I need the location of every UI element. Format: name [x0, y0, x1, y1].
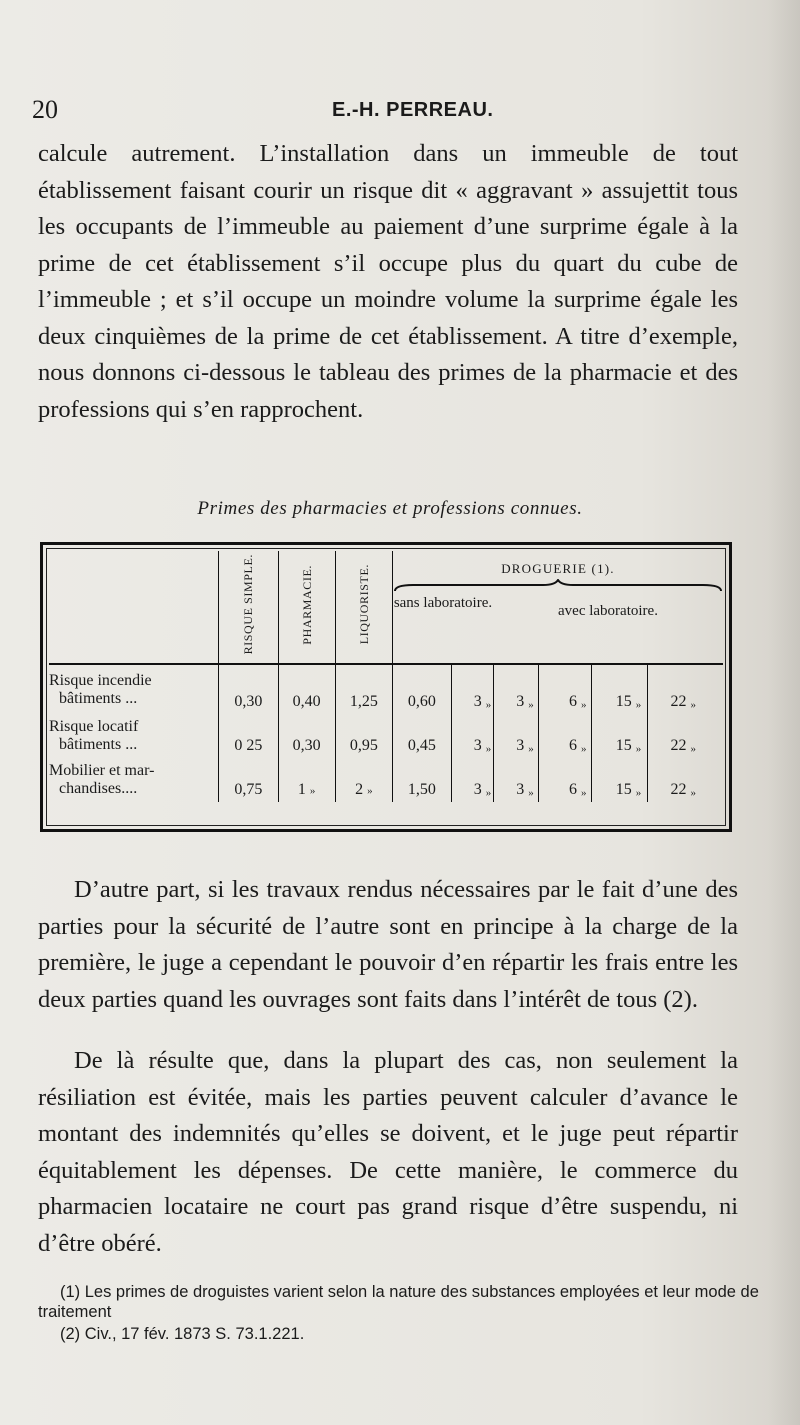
sub-label-sans: sans laboratoire. [393, 595, 493, 611]
table-row [49, 664, 723, 714]
grouping-brace-icon [393, 579, 723, 593]
cell-risque: 0 25 [219, 714, 278, 758]
cell-sans-a: 1,50 [392, 758, 451, 802]
cell-ditto: » [690, 743, 696, 755]
body-paragraph-3 [38, 1043, 738, 1262]
cell-ditto: » [485, 699, 492, 711]
table-caption: Primes des pharmacies et professions connues. [197, 498, 583, 519]
header-risque-simple [219, 551, 278, 664]
cell-liquoriste: 0,95 [335, 714, 392, 758]
cell-avec-4: 22 [648, 714, 689, 758]
row-label-line2: bâtiments ... [59, 736, 138, 753]
paragraph-text: De là résulte que, dans la plupart des cas, non seulement la résiliation est évitée, mais les parties peuvent calculer d’avance le montant des indemnités qu’elles se doivent, et le juge peut répartir équitablement les dépenses. De cette manière, le commerce du pharmacien locataire ne court pas grand risque d’être suspendu, ni d’être obéré. [38, 1047, 738, 1257]
page-header [32, 95, 732, 129]
cell-sans-a: 0,45 [392, 714, 451, 758]
premium-table [49, 551, 723, 802]
header-pharmacie-label: PHARMACIE. [299, 564, 314, 645]
droguerie-sub-labels [393, 595, 723, 620]
premium-table-frame [40, 542, 732, 832]
cell-ditto: » [635, 787, 642, 799]
cell-ditto: » [580, 787, 587, 799]
cell-ditto: » [528, 743, 534, 755]
cell-ditto: » [580, 743, 587, 755]
row-label-line1: Risque incendie [49, 671, 152, 689]
cell-liquoriste-value: 2 [355, 781, 364, 798]
cell-sans-b: 3 [451, 714, 483, 758]
header-risque-label: RISQUE SIMPLE. [241, 554, 256, 655]
cell-ditto: » [635, 699, 642, 711]
cell-avec-1: 3 [494, 758, 526, 802]
cell-sans-a: 0,60 [392, 664, 451, 714]
cell-avec-2: 6 [538, 714, 579, 758]
cell-avec-4: 22 [648, 664, 689, 714]
header-blank-cell [49, 551, 219, 664]
cell-ditto: » [528, 787, 534, 799]
table-row [49, 758, 723, 802]
body-paragraph-2 [38, 872, 738, 1018]
cell-sans-b: 3 [451, 664, 483, 714]
cell-ditto: » [485, 787, 492, 799]
row-label-line2: chandises.... [59, 780, 138, 797]
sub-label-avec: avec laboratoire. [558, 603, 658, 619]
running-title: E.-H. PERREAU. [332, 99, 494, 121]
cell-pharmacie: 0,30 [278, 714, 335, 758]
cell-ditto: » [367, 785, 373, 797]
cell-ditto: » [485, 743, 492, 755]
cell-ditto: » [580, 699, 587, 711]
row-label-line1: Mobilier et mar- [49, 762, 155, 779]
cell-avec-3: 15 [591, 758, 634, 802]
row-label-line2: bâtiments ... [59, 689, 138, 707]
row-label [49, 664, 219, 714]
cell-avec-4: 22 [648, 758, 689, 802]
row-label-line1: Risque locatif [49, 718, 139, 735]
header-pharmacie [278, 551, 335, 664]
droguerie-title: DROGUERIE (1). [501, 561, 615, 576]
cell-avec-2: 6 [538, 758, 579, 802]
cell-pharmacie [278, 758, 335, 802]
header-droguerie [392, 551, 723, 664]
cell-ditto: » [309, 785, 316, 797]
cell-ditto: » [690, 787, 696, 799]
row-label [49, 714, 219, 758]
cell-avec-3: 15 [591, 714, 634, 758]
cell-avec-1: 3 [494, 664, 526, 714]
cell-avec-2: 6 [538, 664, 579, 714]
cell-sans-b: 3 [451, 758, 483, 802]
cell-liquoriste [335, 758, 392, 802]
cell-risque: 0,30 [219, 664, 278, 714]
cell-avec-1: 3 [494, 714, 526, 758]
cell-pharmacie-value: 1 [297, 781, 306, 798]
cell-liquoriste: 1,25 [335, 664, 392, 714]
cell-ditto: » [635, 743, 642, 755]
paragraph-text: calcule autrement. L’installation dans un immeuble de tout établissement faisant courir un risque dit « aggravant » assujettit tous les occupants de l’immeuble au paiement d’une surprime égale à la prime de cet établissement s’il occupe plus du quart du cube de l’immeuble ; et s’il occupe un moindre volume la surprime égale les deux cinquièmes de la prime de cet établissement. A titre d’exemple, nous donnons ci-dessous le tableau des primes de la pharmacie et des professions qui s’en rapprochent. [38, 140, 738, 423]
footnote-1: (1) Les primes de droguistes varient selon la nature des substances employées et leur mode de traitement [38, 1283, 759, 1321]
row-label [49, 758, 219, 802]
cell-pharmacie: 0,40 [278, 664, 335, 714]
cell-ditto: » [690, 699, 696, 711]
cell-avec-3: 15 [591, 664, 634, 714]
table-header-row [49, 551, 723, 664]
page-number: 20 [32, 95, 58, 124]
table-row [49, 714, 723, 758]
footnote-2: (2) Civ., 17 fév. 1873 S. 73.1.221. [60, 1325, 305, 1343]
paragraph-text: D’autre part, si les travaux rendus nécessaires par le fait d’une des parties pour la sécurité de l’autre sont en principe à la charge de la première, le juge a cependant le pouvoir d’en répartir les frais entre les deux parties quand les ouvrages sont faits dans l’intérêt de tous (2). [38, 876, 738, 1013]
body-paragraph-1 [38, 136, 738, 428]
cell-risque: 0,75 [219, 758, 278, 802]
cell-ditto: » [528, 699, 534, 711]
header-liquoriste-label: LIQUORISTE. [356, 564, 371, 645]
header-liquoriste [335, 551, 392, 664]
